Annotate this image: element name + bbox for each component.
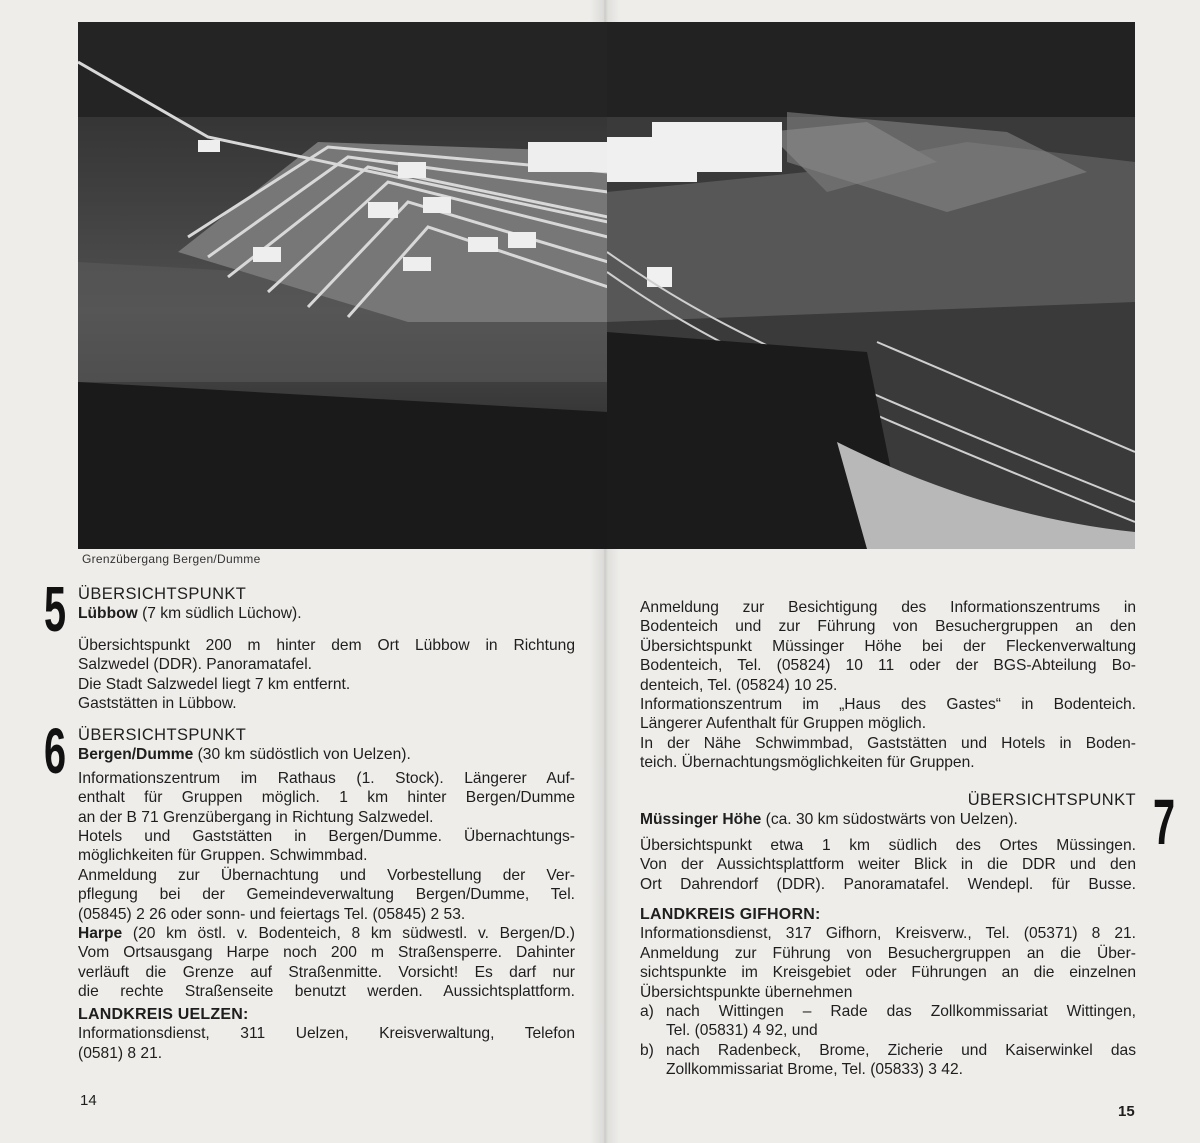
text-line: verläuft die Grenze auf Straßenmitte. Vorsicht! Es darf nur [78,963,575,981]
text-line: Informationszentrum im „Haus des Gastes“ in Bodenteich. [640,696,1136,714]
text-line: Tel. (05831) 4 92, und [666,1022,818,1040]
text-line: nach Radenbeck, Brome, Zicherie und Kaiserwinkel das [666,1041,1136,1059]
place-detail: (7 km südlich Lüchow). [137,605,302,623]
text-line: (05845) 2 26 oder sonn- und feiertags Tel. (05845) 2 53. [78,905,466,923]
section-heading: ÜBERSICHTSPUNKT [78,726,247,744]
place-name: Bergen/Dumme [78,746,194,764]
text-line: nach Wittingen – Rade das Zollkommissariat Wittingen, [666,1003,1136,1021]
text-line: Übersichtspunkt Müssinger Höhe bei der Fleckenverwaltung [640,637,1136,655]
section-place [78,604,575,623]
text-line: sichtspunkte im Kreisgebiet oder Führungen an die einzelnen [640,964,1136,982]
text-line: die rechte Straßenseite benutzt werden. Aussichtsplattform. [78,983,575,1001]
text-line: Gaststätten in Lübbow. [78,695,237,713]
text-line: Hotels und Gaststätten in Bergen/Dumme. Übernachtungs- [78,828,575,846]
place-detail: (ca. 30 km südostwärts von Uelzen). [761,811,1018,829]
section-number-6: 6 [44,715,67,787]
text-line: teich. Übernachtungsmöglichkeiten für Gruppen. [640,754,975,772]
aerial-photo-border-crossing-left [78,22,608,549]
place-name: Harpe [78,925,123,943]
section-place [640,810,1136,829]
section-5 [78,585,575,713]
section-heading: ÜBERSICHTSPUNKT [967,791,1136,809]
section-number-5: 5 [44,573,67,645]
place-detail: (20 km östl. v. Bodenteich, 8 km südwestl. v. Bergen/D.) [122,925,575,943]
text-line: Informationsdienst, 311 Uelzen, Kreisverwaltung, Telefon [78,1025,575,1043]
text-line: Bodenteich und zur Führung von Besuchergruppen an den [640,618,1136,636]
page-number-left: 14 [80,1092,97,1109]
text-line: Anmeldung zur Übernachtung und Vorbestellung der Ver- [78,866,575,884]
text-line: Informationszentrum im Rathaus (1. Stock). Längerer Auf- [78,769,575,787]
section-6 [78,726,575,1063]
landkreis-uelzen-heading: LANDKREIS UELZEN: [78,1005,249,1023]
text-line: denteich, Tel. (05824) 10 25. [640,676,838,694]
text-line: an der B 71 Grenzübergang in Richtung Salzwedel. [78,808,434,826]
section-heading: ÜBERSICHTSPUNKT [78,585,247,603]
text-line: In der Nähe Schwimmbad, Gaststätten und Hotels in Boden- [640,734,1136,752]
landkreis-gifhorn-heading: LANDKREIS GIFHORN: [640,906,821,924]
list-label: b) [640,1041,654,1059]
text-line: Anmeldung zur Besichtigung des Informationszentrums in [640,599,1136,616]
text-line: (0581) 8 21. [78,1044,163,1062]
text-line: Längerer Aufenthalt für Gruppen möglich. [640,715,927,733]
list-item-a [640,1002,1136,1041]
photo-caption: Grenzübergang Bergen/Dumme [82,552,261,566]
list-item-b [640,1041,1136,1080]
text-line: Übersichtspunkt 200 m hinter dem Ort Lübbow in Richtung [78,636,575,654]
list-label: a) [640,1003,654,1021]
section-7 [640,791,1136,1080]
text-line: Vom Ortsausgang Harpe noch 200 m Straßensperre. Dahinter [78,944,575,962]
text-line: enthalt für Gruppen möglich. 1 km hinter Bergen/Dumme [78,789,575,807]
text-line: Die Stadt Salzwedel liegt 7 km entfernt. [78,675,351,693]
text-line: Ort Dahrendorf (DDR). Panoramatafel. Wendepl. für Busse. [640,875,1136,893]
text-line: Übersichtspunkte übernehmen [640,983,853,1001]
text-line: Informationsdienst, 317 Gifhorn, Kreisverw., Tel. (05371) 8 21. [640,925,1136,943]
section-place [78,745,575,764]
section-number-7: 7 [1153,786,1176,858]
place-detail: (30 km südöstlich von Uelzen). [193,746,411,764]
text-line: Zollkommissariat Brome, Tel. (05833) 3 42. [666,1061,963,1079]
text-line: Bodenteich, Tel. (05824) 10 11 oder der BGS-Abteilung Bo- [640,657,1136,675]
text-line: Von der Aussichtsplattform weiter Blick in die DDR und den [640,856,1136,874]
harpe-line [78,924,575,943]
text-line: Anmeldung zur Führung von Besuchergruppen an die Über- [640,944,1136,962]
aerial-photo-border-crossing-right [607,22,1135,549]
intro-text [640,598,1136,773]
text-line: Salzwedel (DDR). Panoramatafel. [78,656,312,674]
place-name: Lübbow [78,605,138,623]
text-line: Übersichtspunkt etwa 1 km südlich des Ortes Müssingen. [640,836,1136,854]
text-line: möglichkeiten für Gruppen. Schwimmbad. [78,847,368,865]
place-name: Müssinger Höhe [640,811,762,829]
text-line: pflegung bei der Gemeindeverwaltung Bergen/Dumme, Tel. [78,886,575,904]
page-number-right: 15 [1118,1103,1135,1120]
